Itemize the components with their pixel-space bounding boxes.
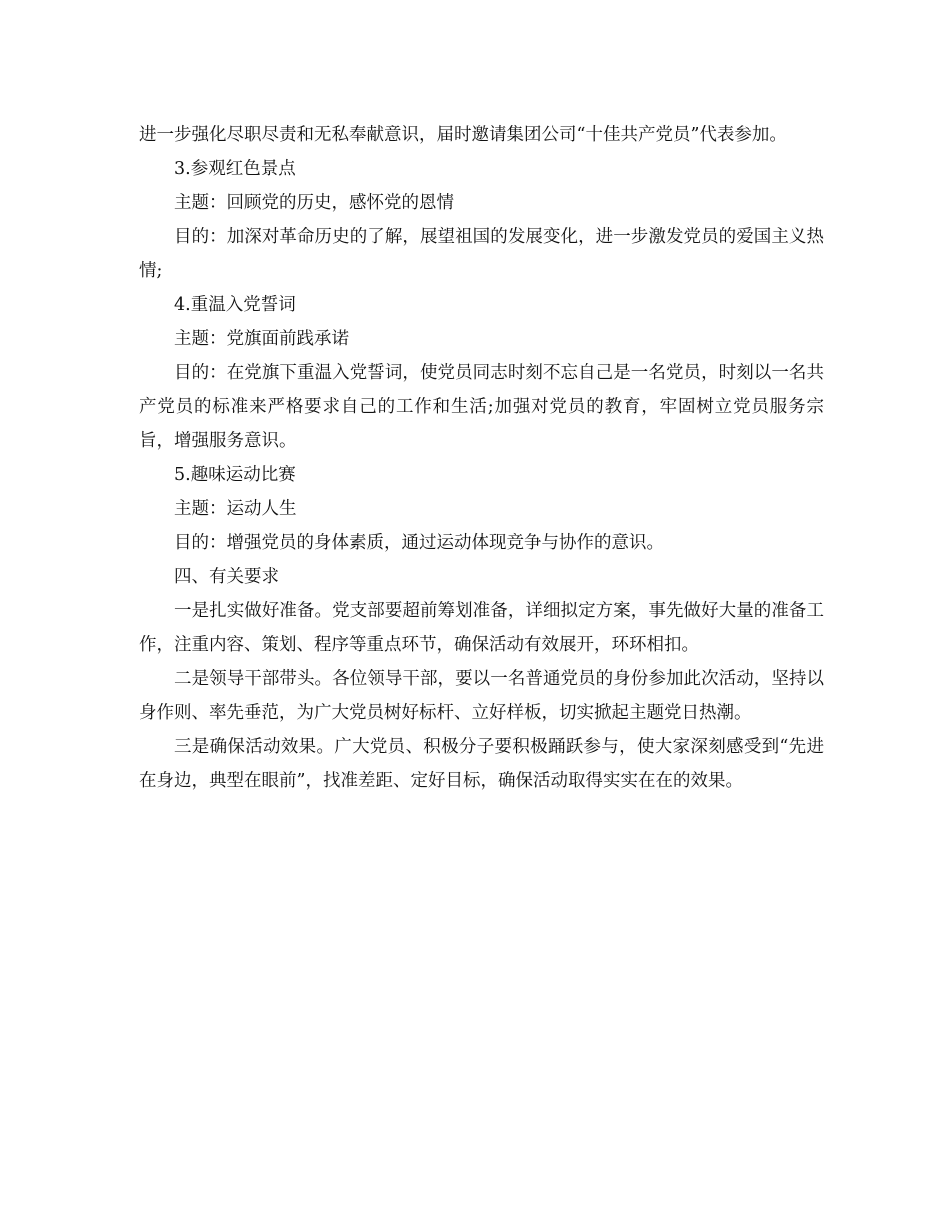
item-5-purpose: 目的：增强党员的身体素质，通过运动体现竞争与协作的意识。: [174, 533, 664, 553]
section-heading-requirements: 四、有关要求: [174, 567, 279, 587]
heading-item-4: 4.重温入党誓词: [174, 295, 296, 315]
requirement-effect: 三是确保活动效果。广大党员、积极分子要积极踊跃参与，使大家深刻感受到“先进在身边，典型在眼前”，找准差距、定好目标，确保活动取得实实在在的效果。: [139, 737, 824, 791]
item-3-purpose: 目的：加深对革命历史的了解，展望祖国的发展变化，进一步激发党员的爱国主义热情;: [139, 227, 824, 281]
item-3-theme: 主题：回顾党的历史，感怀党的恩情: [174, 193, 454, 213]
item-5-theme: 主题：运动人生: [174, 499, 297, 519]
requirement-leadership: 二是领导干部带头。各位领导干部，要以一名普通党员的身份参加此次活动，坚持以身作则、率先垂范，为广大党员树好标杆、立好样板，切实掀起主题党日热潮。: [139, 669, 824, 723]
heading-item-5: 5.趣味运动比赛: [174, 465, 296, 485]
requirement-preparation: 一是扎实做好准备。党支部要超前筹划准备，详细拟定方案，事先做好大量的准备工作，注重内容、策划、程序等重点环节，确保活动有效展开，环环相扣。: [139, 601, 824, 655]
document-body: [139, 118, 824, 798]
item-4-purpose: 目的：在党旗下重温入党誓词，使党员同志时刻不忘自己是一名党员，时刻以一名共产党员的标准来严格要求自己的工作和生活;加强对党员的教育，牢固树立党员服务宗旨，增强服务意识。: [139, 363, 824, 451]
item-4-theme: 主题：党旗面前践承诺: [174, 329, 349, 349]
paragraph-continuation: 进一步强化尽职尽责和无私奉献意识，届时邀请集团公司“十佳共产党员”代表参加。: [139, 125, 787, 145]
heading-item-3: 3.参观红色景点: [174, 159, 296, 179]
